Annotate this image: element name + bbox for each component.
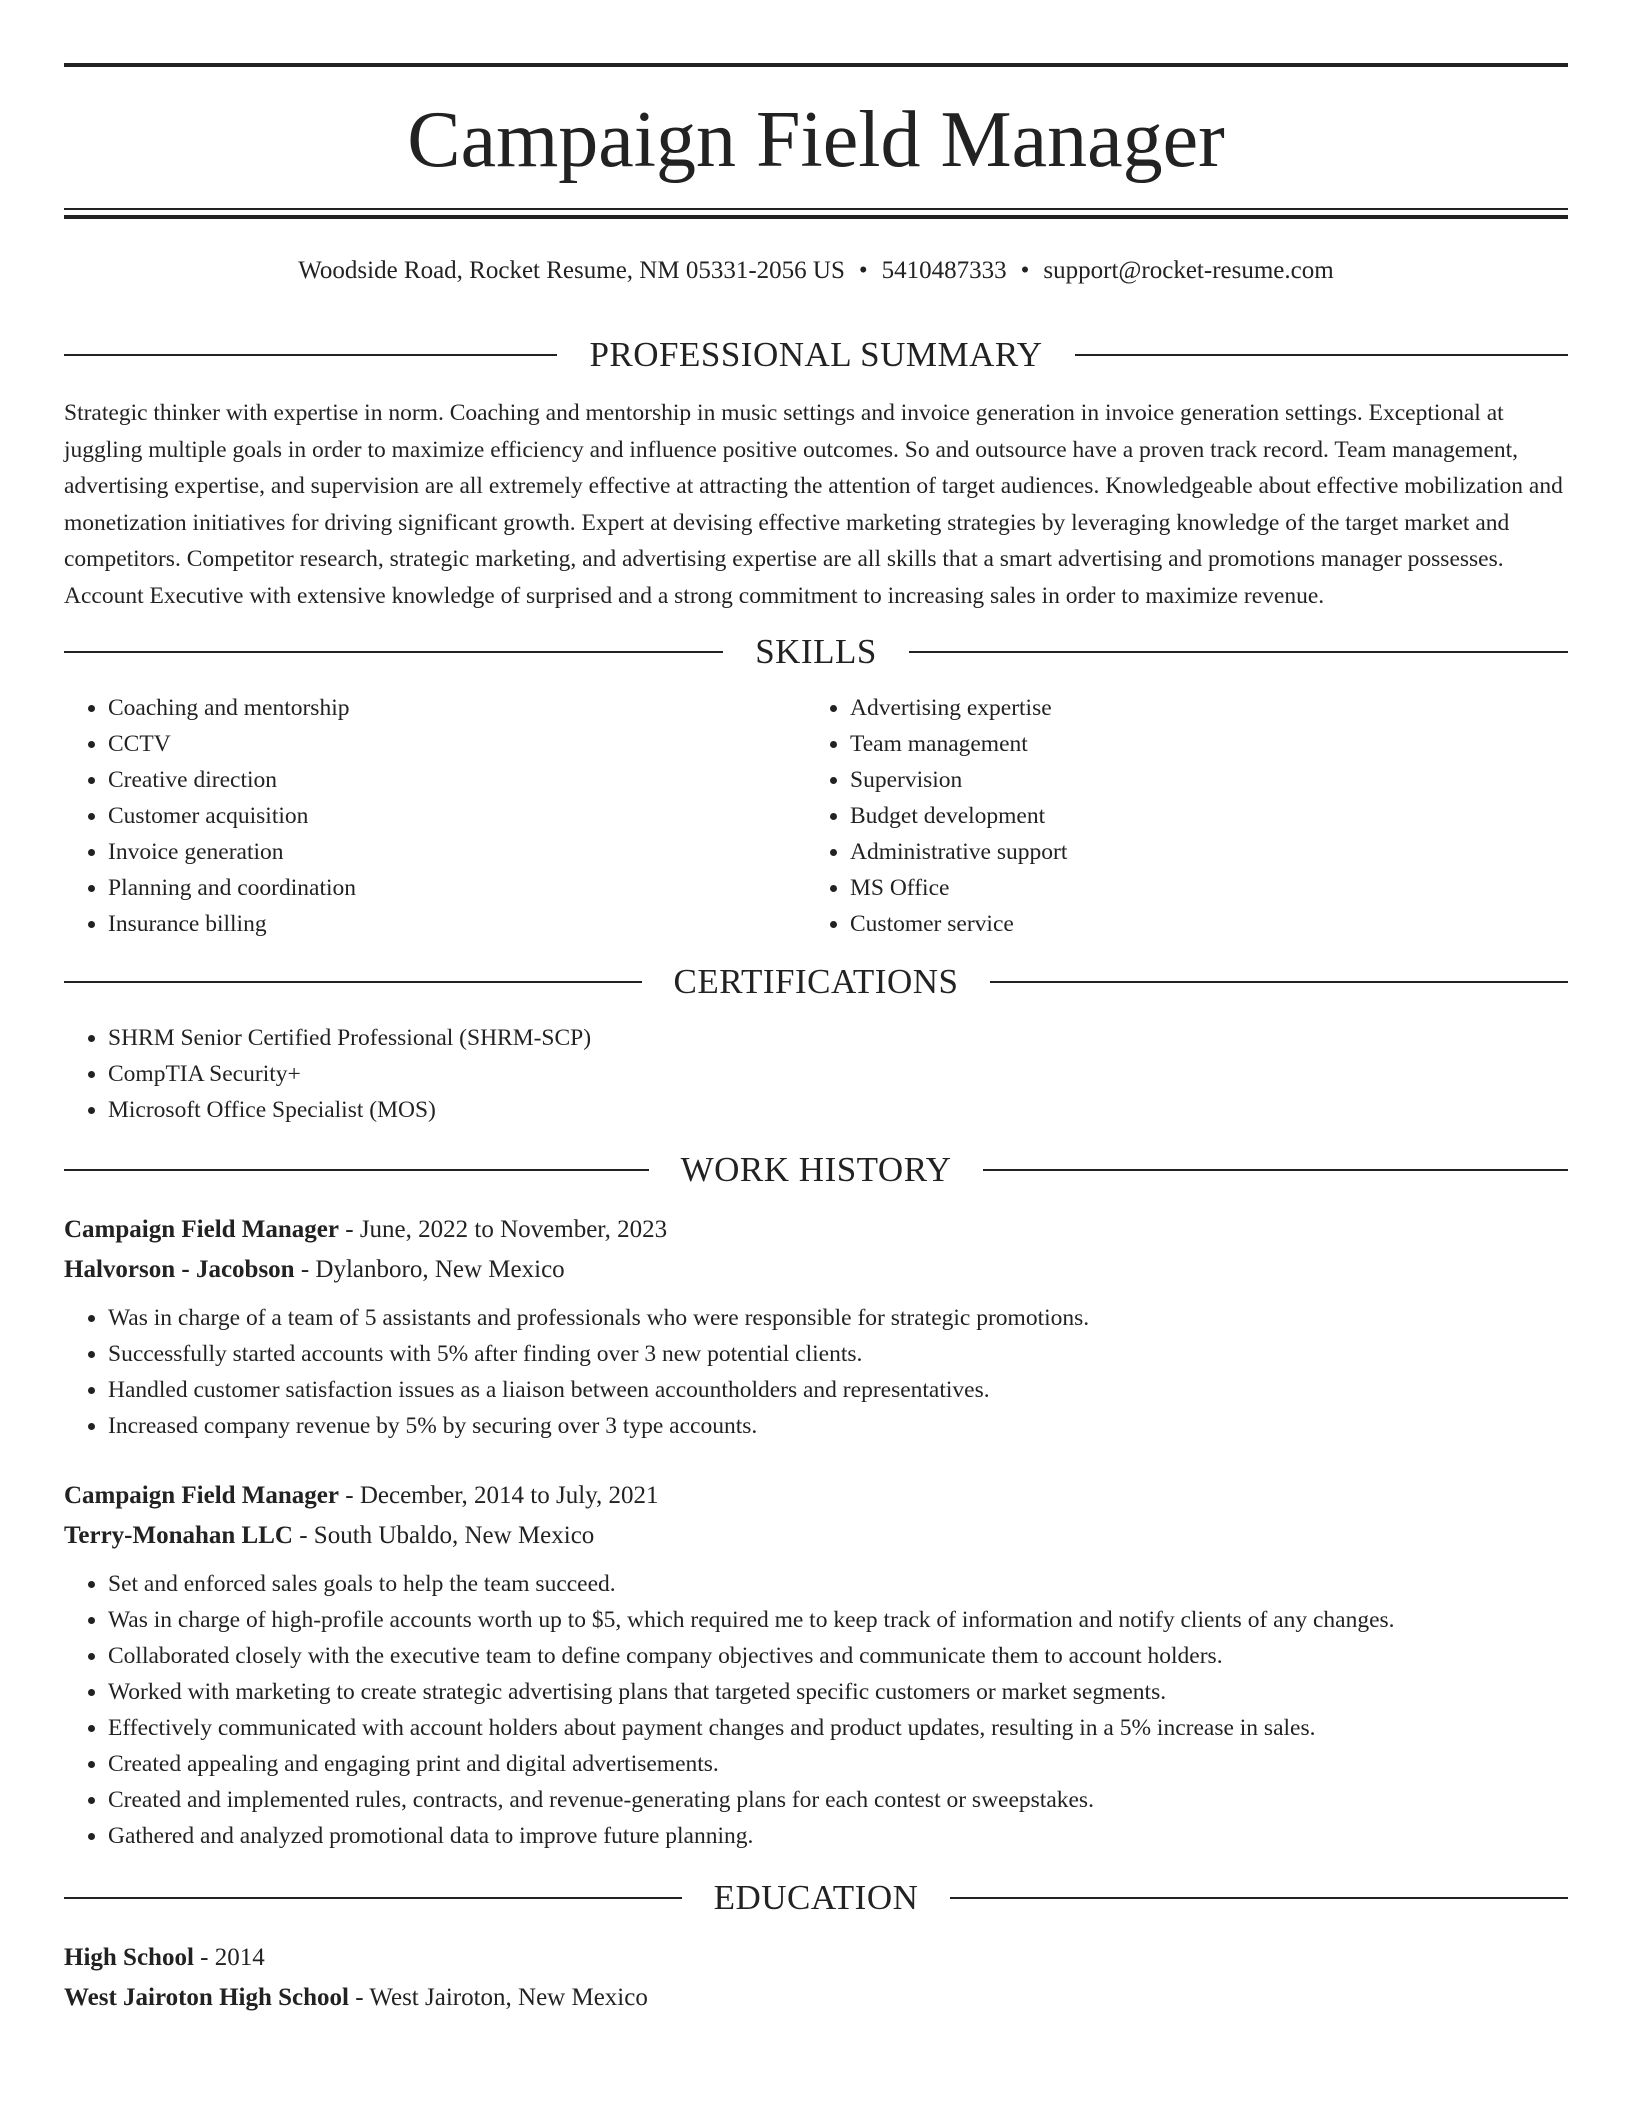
skills-column-left: [64, 690, 806, 942]
summary-text: Strategic thinker with expertise in norm. Coaching and mentorship in music settings and invoice generation in invoice generation settings. Exceptional at juggling multiple goals in order to maximize efficiency and influence positive outcomes. So and outsource have a proven track record. Team management, advertising expertise, and supervision are all extremely effective at attracting the attention of target audiences. Knowledgeable about effective mobilization and monetization initiatives for driving significant growth. Expert at devising effective marketing strategies by leveraging knowledge of the target market and competitors. Competitor research, strategic marketing, and advertising expertise are all skills that a smart advertising and promotions manager possesses. Account Executive with extensive knowledge of surprised and a strong commitment to increasing sales in order to maximize revenue.: [64, 400, 1563, 609]
job-bullet: • Handled customer satisfaction issues as a liaison between accountholders and representatives.: [108, 1372, 1568, 1408]
skill-item: • Creative direction: [108, 762, 806, 798]
skills-list-right: [806, 690, 1548, 942]
certification-item: • SHRM Senior Certified Professional (SHRM-SCP): [108, 1020, 1568, 1056]
education-entry: [64, 1938, 1568, 2018]
section-rule: [64, 981, 642, 983]
skill-item: • Advertising expertise: [850, 690, 1548, 726]
contact-email: support@rocket-resume.com: [1043, 257, 1334, 284]
section-header-work: [64, 1140, 1568, 1200]
contact-line: [64, 254, 1568, 288]
education-year: - 2014: [193, 1944, 265, 1971]
job-bullet: • Increased company revenue by 5% by securing over 3 type accounts.: [108, 1408, 1568, 1444]
job-bullet: • Created and implemented rules, contracts, and revenue-generating plans for each contest or sweepstakes.: [108, 1782, 1568, 1818]
header-rule-thick: [64, 215, 1568, 219]
skill-item: • Invoice generation: [108, 834, 806, 870]
job-title-line: [64, 1476, 1568, 1516]
education-degree: High School: [64, 1944, 194, 1971]
education-location: - West Jairoton, New Mexico: [349, 1984, 648, 2011]
section-title-work: WORK HISTORY: [680, 1150, 952, 1189]
contact-address: Woodside Road, Rocket Resume, NM 05331-2056 US: [298, 257, 845, 284]
section-header-summary: [64, 325, 1568, 385]
skill-item: • Administrative support: [850, 834, 1548, 870]
section-rule: [950, 1897, 1568, 1899]
job-company-line: [64, 1516, 1568, 1556]
job-dates: - June, 2022 to November, 2023: [339, 1216, 668, 1243]
skill-item: • Supervision: [850, 762, 1548, 798]
job-bullet: • Created appealing and engaging print and digital advertisements.: [108, 1746, 1568, 1782]
skill-item: • Team management: [850, 726, 1548, 762]
job-title: Campaign Field Manager: [64, 1216, 339, 1243]
skill-item: • Insurance billing: [108, 906, 806, 942]
section-rule: [64, 651, 723, 653]
job-bullet: • Collaborated closely with the executive team to define company objectives and communicate them to account holders.: [108, 1638, 1568, 1674]
certification-item: • CompTIA Security+: [108, 1056, 1568, 1092]
section-title-skills: SKILLS: [755, 632, 877, 671]
top-rule: [64, 63, 1568, 67]
job-entry: [64, 1476, 1568, 1854]
job-company-line: [64, 1250, 1568, 1290]
job-bullets: [64, 1300, 1568, 1444]
education-school-line: [64, 1978, 1568, 2018]
skills-column-right: [806, 690, 1548, 942]
skill-item: • Budget development: [850, 798, 1548, 834]
job-bullet: • Worked with marketing to create strategic advertising plans that targeted specific customers or market segments.: [108, 1674, 1568, 1710]
contact-separator: •: [858, 257, 868, 284]
job-bullet: • Effectively communicated with account holders about payment changes and product updates, resulting in a 5% increase in sales.: [108, 1710, 1568, 1746]
section-rule: [1075, 354, 1568, 356]
section-title-certifications: CERTIFICATIONS: [673, 962, 959, 1001]
section-rule: [990, 981, 1568, 983]
job-entry: [64, 1210, 1568, 1444]
contact-phone: 5410487333: [881, 257, 1007, 284]
skill-item: • Coaching and mentorship: [108, 690, 806, 726]
skill-item: • MS Office: [850, 870, 1548, 906]
job-bullet: • Set and enforced sales goals to help the team succeed.: [108, 1566, 1568, 1602]
resume-name: Campaign Field Manager: [407, 96, 1225, 184]
contact-separator: •: [1020, 257, 1030, 284]
skill-item: • Customer service: [850, 906, 1548, 942]
education-school: West Jairoton High School: [64, 1984, 349, 2011]
job-bullet: • Was in charge of a team of 5 assistants and professionals who were responsible for strategic promotions.: [108, 1300, 1568, 1336]
section-title-education: EDUCATION: [713, 1878, 919, 1917]
job-bullets: [64, 1566, 1568, 1854]
job-location: - Dylanboro, New Mexico: [294, 1256, 565, 1283]
resume-content: [64, 325, 1568, 2018]
job-bullet: • Was in charge of high-profile accounts worth up to $5, which required me to keep track of information and notify clients of any changes.: [108, 1602, 1568, 1638]
skill-item: • Planning and coordination: [108, 870, 806, 906]
section-rule: [64, 354, 557, 356]
job-location: - South Ubaldo, New Mexico: [292, 1522, 595, 1549]
section-rule: [909, 651, 1568, 653]
job-dates: - December, 2014 to July, 2021: [339, 1482, 659, 1509]
job-company: Terry-Monahan LLC: [64, 1522, 293, 1549]
education-degree-line: [64, 1938, 1568, 1978]
section-rule: [983, 1169, 1568, 1171]
header-rule-thin: [64, 208, 1568, 210]
certifications-list: [64, 1020, 1568, 1128]
section-header-certifications: [64, 952, 1568, 1012]
job-bullet: • Gathered and analyzed promotional data to improve future planning.: [108, 1818, 1568, 1854]
job-company: Halvorson - Jacobson: [64, 1256, 295, 1283]
job-title: Campaign Field Manager: [64, 1482, 339, 1509]
job-bullet: • Successfully started accounts with 5% after finding over 3 new potential clients.: [108, 1336, 1568, 1372]
skills-list-left: [64, 690, 806, 942]
job-title-line: [64, 1210, 1568, 1250]
section-rule: [64, 1169, 649, 1171]
skill-item: • Customer acquisition: [108, 798, 806, 834]
section-title-summary: PROFESSIONAL SUMMARY: [589, 335, 1043, 374]
skills-grid: [64, 690, 1568, 942]
certification-item: • Microsoft Office Specialist (MOS): [108, 1092, 1568, 1128]
section-rule: [64, 1897, 682, 1899]
skill-item: • CCTV: [108, 726, 806, 762]
section-header-education: [64, 1868, 1568, 1928]
section-header-skills: [64, 622, 1568, 682]
